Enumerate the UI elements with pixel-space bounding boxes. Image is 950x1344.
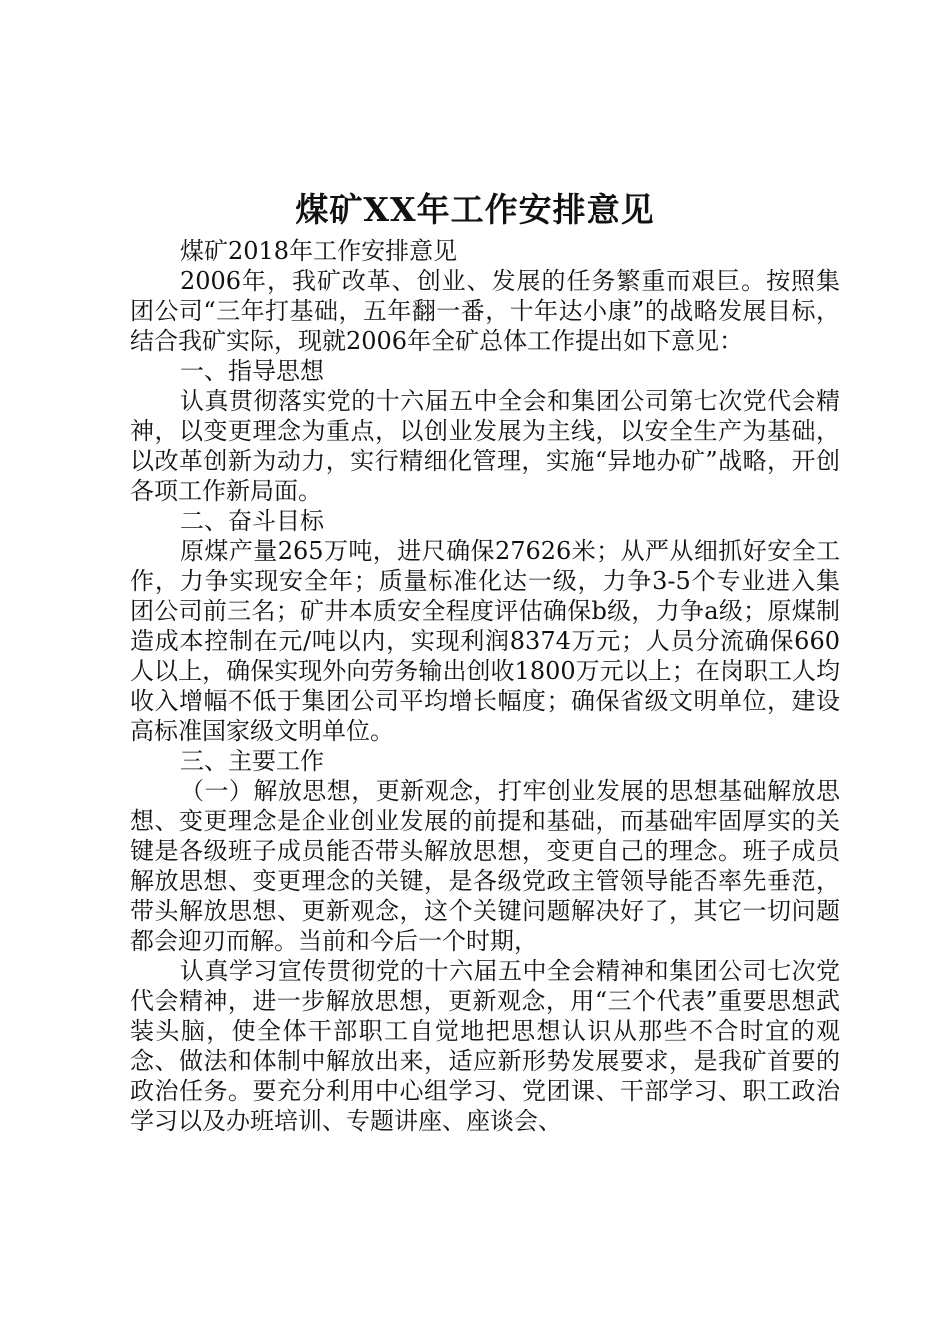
section-heading-guiding-ideology: 一、指导思想 (180, 357, 324, 385)
section-heading-main-work: 三、主要工作 (180, 747, 324, 775)
paragraph-subtitle: 煤矿2018年工作安排意见 (180, 237, 458, 265)
section-heading-goals: 二、奋斗目标 (180, 507, 324, 535)
paragraph-goals: 原煤产量265万吨，进尺确保27626米；从严从细抓好安全工作，力争实现安全年；质量标准化达一级，力争3-5个专业进入集团公司前三名；矿井本质安全程度评估确保b级，力争a级；原煤制造成本控制在元/吨以内，实现利润8374万元；人员分流确保660人以上，确保实现外向劳务输出创收1800万元以上；在岗职工人均收入增幅不低于集团公司平均增长幅度；确保省级文明单位，建设高标准国家级文明单位。 (130, 537, 840, 745)
paragraph-main-work-2: 认真学习宣传贯彻党的十六届五中全会精神和集团公司七次党代会精神，进一步解放思想，更新观念，用“三个代表”重要思想武装头脑，使全体干部职工自觉地把思想认识从那些不合时宜的观念、做法和体制中解放出来，适应新形势发展要求，是我矿首要的政治任务。要充分利用中心组学习、党团课、干部学习、职工政治学习以及办班培训、专题讲座、座谈会、 (130, 957, 840, 1135)
document-title: 煤矿XX年工作安排意见 (295, 190, 655, 229)
paragraph-main-work-1: （一）解放思想，更新观念，打牢创业发展的思想基础解放思想、变更理念是企业创业发展的前提和基础，而基础牢固厚实的关键是各级班子成员能否带头解放思想，变更自己的理念。班子成员解放思想、变更理念的关键，是各级党政主管领导能否率先垂范，带头解放思想、更新观念，这个关键问题解决好了，其它一切问题都会迎刃而解。当前和今后一个时期， (130, 777, 840, 955)
paragraph-guiding-ideology: 认真贯彻落实党的十六届五中全会和集团公司第七次党代会精神，以变更理念为重点，以创业发展为主线，以安全生产为基础，以改革创新为动力，实行精细化管理，实施“异地办矿”战略，开创各项工作新局面。 (130, 387, 840, 505)
document-body (130, 236, 840, 1136)
paragraph-intro: 2006年，我矿改革、创业、发展的任务繁重而艰巨。按照集团公司“三年打基础，五年翻一番，十年达小康”的战略发展目标，结合我矿实际，现就2006年全矿总体工作提出如下意见： (130, 267, 840, 355)
